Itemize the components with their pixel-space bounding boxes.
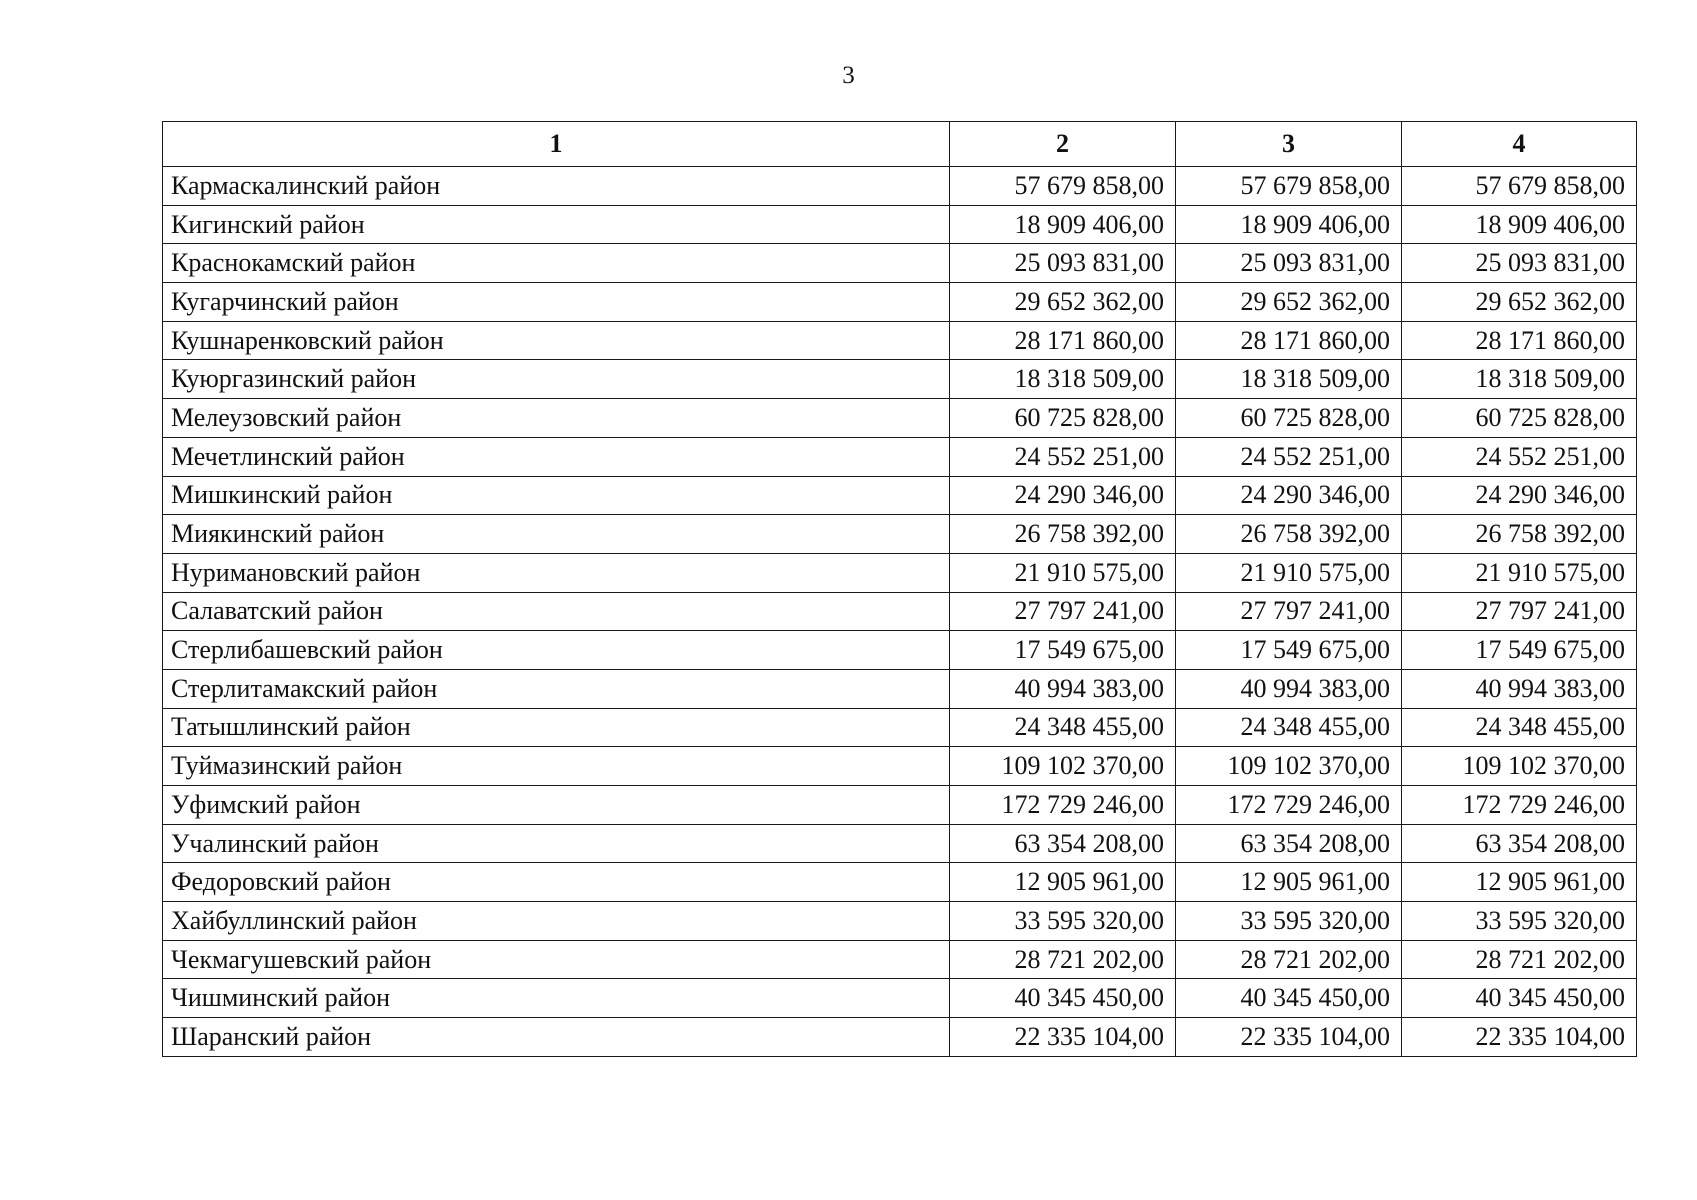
table-row — [163, 553, 1637, 592]
amount-cell-col3: 28 171 860,00 — [1176, 321, 1402, 360]
table-row — [163, 669, 1637, 708]
amount-cell-col2: 25 093 831,00 — [950, 244, 1176, 283]
table-row — [163, 708, 1637, 747]
amount-cell-col2: 27 797 241,00 — [950, 592, 1176, 631]
document-table-container — [162, 121, 1636, 1057]
district-name-cell: Татышлинский район — [163, 708, 950, 747]
table-row — [163, 244, 1637, 283]
table-row — [163, 399, 1637, 438]
district-name-cell: Краснокамский район — [163, 244, 950, 283]
district-name-cell: Уфимский район — [163, 786, 950, 825]
column-header-2: 2 — [950, 122, 1176, 167]
district-name-cell: Кугарчинский район — [163, 283, 950, 322]
district-name-cell: Туймазинский район — [163, 747, 950, 786]
amount-cell-col3: 18 318 509,00 — [1176, 360, 1402, 399]
amount-cell-col2: 24 348 455,00 — [950, 708, 1176, 747]
table-row — [163, 902, 1637, 941]
district-name-cell: Чекмагушевский район — [163, 940, 950, 979]
amount-cell-col4: 17 549 675,00 — [1402, 631, 1637, 670]
table-row — [163, 360, 1637, 399]
amount-cell-col4: 109 102 370,00 — [1402, 747, 1637, 786]
amount-cell-col3: 57 679 858,00 — [1176, 167, 1402, 206]
amount-cell-col4: 28 171 860,00 — [1402, 321, 1637, 360]
amount-cell-col2: 26 758 392,00 — [950, 515, 1176, 554]
amount-cell-col3: 40 345 450,00 — [1176, 979, 1402, 1018]
table-header-row — [163, 122, 1637, 167]
table-row — [163, 747, 1637, 786]
amount-cell-col4: 57 679 858,00 — [1402, 167, 1637, 206]
table-row — [163, 592, 1637, 631]
amount-cell-col4: 40 994 383,00 — [1402, 669, 1637, 708]
district-name-cell: Нуримановский район — [163, 553, 950, 592]
amount-cell-col3: 60 725 828,00 — [1176, 399, 1402, 438]
amount-cell-col4: 60 725 828,00 — [1402, 399, 1637, 438]
amount-cell-col3: 12 905 961,00 — [1176, 863, 1402, 902]
amount-cell-col3: 27 797 241,00 — [1176, 592, 1402, 631]
district-name-cell: Кигинский район — [163, 205, 950, 244]
amount-cell-col4: 18 909 406,00 — [1402, 205, 1637, 244]
table-row — [163, 205, 1637, 244]
amount-cell-col2: 63 354 208,00 — [950, 824, 1176, 863]
amount-cell-col2: 12 905 961,00 — [950, 863, 1176, 902]
column-header-1: 1 — [163, 122, 950, 167]
amount-cell-col3: 63 354 208,00 — [1176, 824, 1402, 863]
district-amounts-table — [162, 121, 1637, 1057]
amount-cell-col3: 21 910 575,00 — [1176, 553, 1402, 592]
amount-cell-col2: 29 652 362,00 — [950, 283, 1176, 322]
table-row — [163, 167, 1637, 206]
amount-cell-col3: 172 729 246,00 — [1176, 786, 1402, 825]
district-name-cell: Кармаскалинский район — [163, 167, 950, 206]
district-name-cell: Кушнаренковский район — [163, 321, 950, 360]
amount-cell-col3: 24 348 455,00 — [1176, 708, 1402, 747]
table-row — [163, 1018, 1637, 1057]
amount-cell-col2: 24 552 251,00 — [950, 437, 1176, 476]
district-name-cell: Стерлибашевский район — [163, 631, 950, 670]
amount-cell-col3: 40 994 383,00 — [1176, 669, 1402, 708]
amount-cell-col3: 18 909 406,00 — [1176, 205, 1402, 244]
table-row — [163, 515, 1637, 554]
amount-cell-col2: 33 595 320,00 — [950, 902, 1176, 941]
amount-cell-col2: 40 994 383,00 — [950, 669, 1176, 708]
amount-cell-col4: 21 910 575,00 — [1402, 553, 1637, 592]
amount-cell-col2: 24 290 346,00 — [950, 476, 1176, 515]
table-row — [163, 283, 1637, 322]
amount-cell-col4: 33 595 320,00 — [1402, 902, 1637, 941]
district-name-cell: Учалинский район — [163, 824, 950, 863]
amount-cell-col2: 28 721 202,00 — [950, 940, 1176, 979]
amount-cell-col4: 24 290 346,00 — [1402, 476, 1637, 515]
amount-cell-col4: 25 093 831,00 — [1402, 244, 1637, 283]
amount-cell-col2: 172 729 246,00 — [950, 786, 1176, 825]
district-name-cell: Мишкинский район — [163, 476, 950, 515]
amount-cell-col4: 26 758 392,00 — [1402, 515, 1637, 554]
amount-cell-col4: 28 721 202,00 — [1402, 940, 1637, 979]
table-row — [163, 321, 1637, 360]
amount-cell-col3: 22 335 104,00 — [1176, 1018, 1402, 1057]
district-name-cell: Миякинский район — [163, 515, 950, 554]
table-row — [163, 824, 1637, 863]
amount-cell-col3: 28 721 202,00 — [1176, 940, 1402, 979]
amount-cell-col3: 33 595 320,00 — [1176, 902, 1402, 941]
amount-cell-col4: 24 552 251,00 — [1402, 437, 1637, 476]
amount-cell-col4: 172 729 246,00 — [1402, 786, 1637, 825]
amount-cell-col4: 22 335 104,00 — [1402, 1018, 1637, 1057]
amount-cell-col4: 40 345 450,00 — [1402, 979, 1637, 1018]
table-row — [163, 476, 1637, 515]
amount-cell-col2: 18 909 406,00 — [950, 205, 1176, 244]
table-row — [163, 437, 1637, 476]
district-name-cell: Шаранский район — [163, 1018, 950, 1057]
column-header-3: 3 — [1176, 122, 1402, 167]
amount-cell-col4: 63 354 208,00 — [1402, 824, 1637, 863]
table-row — [163, 863, 1637, 902]
table-row — [163, 786, 1637, 825]
amount-cell-col2: 60 725 828,00 — [950, 399, 1176, 438]
table-row — [163, 631, 1637, 670]
page-number: 3 — [842, 62, 855, 89]
amount-cell-col2: 22 335 104,00 — [950, 1018, 1176, 1057]
amount-cell-col4: 18 318 509,00 — [1402, 360, 1637, 399]
amount-cell-col4: 24 348 455,00 — [1402, 708, 1637, 747]
amount-cell-col4: 29 652 362,00 — [1402, 283, 1637, 322]
amount-cell-col3: 24 552 251,00 — [1176, 437, 1402, 476]
amount-cell-col3: 24 290 346,00 — [1176, 476, 1402, 515]
district-name-cell: Мелеузовский район — [163, 399, 950, 438]
table-row — [163, 979, 1637, 1018]
table-header — [163, 122, 1637, 167]
amount-cell-col2: 109 102 370,00 — [950, 747, 1176, 786]
amount-cell-col3: 17 549 675,00 — [1176, 631, 1402, 670]
amount-cell-col3: 29 652 362,00 — [1176, 283, 1402, 322]
amount-cell-col3: 25 093 831,00 — [1176, 244, 1402, 283]
amount-cell-col4: 12 905 961,00 — [1402, 863, 1637, 902]
amount-cell-col2: 57 679 858,00 — [950, 167, 1176, 206]
table-row — [163, 940, 1637, 979]
district-name-cell: Федоровский район — [163, 863, 950, 902]
amount-cell-col2: 28 171 860,00 — [950, 321, 1176, 360]
district-name-cell: Хайбуллинский район — [163, 902, 950, 941]
column-header-4: 4 — [1402, 122, 1637, 167]
amount-cell-col2: 40 345 450,00 — [950, 979, 1176, 1018]
amount-cell-col4: 27 797 241,00 — [1402, 592, 1637, 631]
amount-cell-col2: 17 549 675,00 — [950, 631, 1176, 670]
district-name-cell: Салаватский район — [163, 592, 950, 631]
amount-cell-col3: 109 102 370,00 — [1176, 747, 1402, 786]
table-body — [163, 167, 1637, 1057]
amount-cell-col3: 26 758 392,00 — [1176, 515, 1402, 554]
district-name-cell: Мечетлинский район — [163, 437, 950, 476]
amount-cell-col2: 21 910 575,00 — [950, 553, 1176, 592]
district-name-cell: Куюргазинский район — [163, 360, 950, 399]
district-name-cell: Чишминский район — [163, 979, 950, 1018]
district-name-cell: Стерлитамакский район — [163, 669, 950, 708]
amount-cell-col2: 18 318 509,00 — [950, 360, 1176, 399]
